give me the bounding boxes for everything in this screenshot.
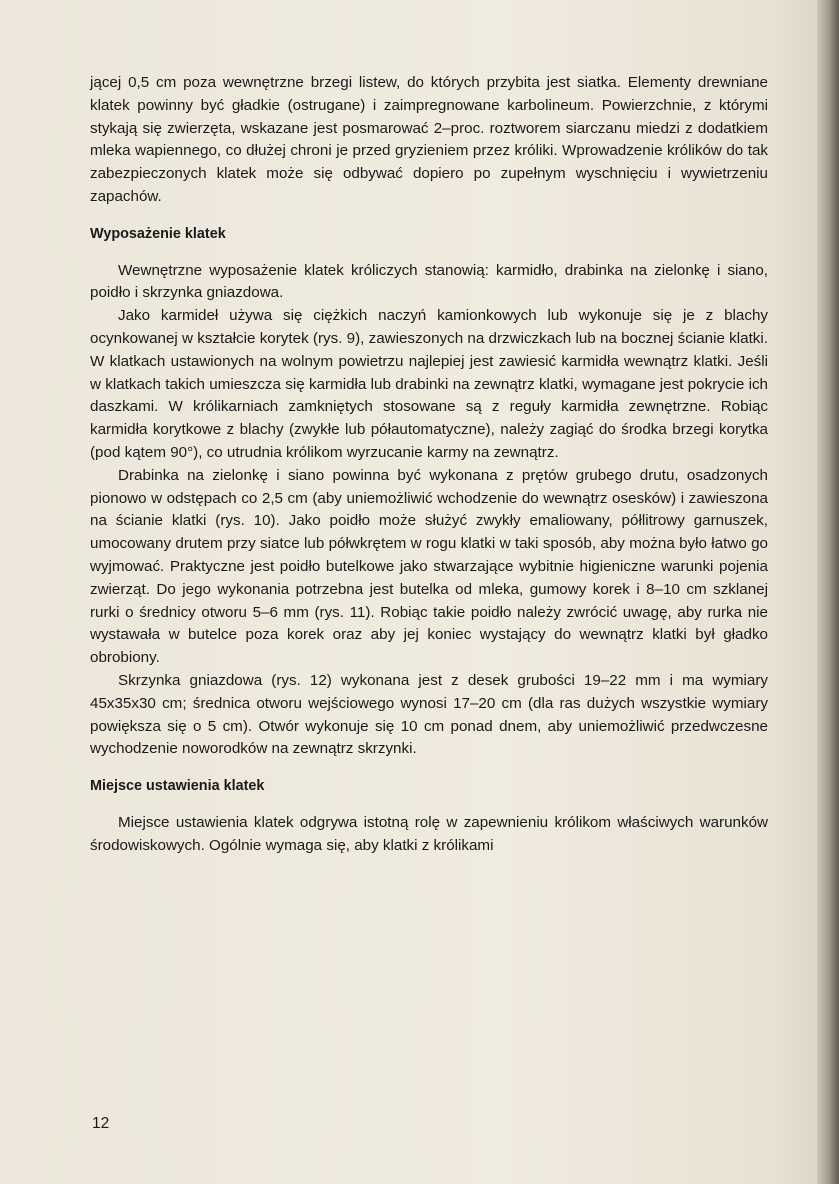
paragraph-hay-rack-and-drinker: Drabinka na zielonkę i siano powinna być wykonana z prętów grubego drutu, osadzonych pionowo w odstępach co 2,5 cm (aby uniemożliwić wchodzenie do wewnątrz osesków) i zawieszona na ścianie klatki (rys. 10). Jako poidło może służyć zwykły emaliowany, półlitrowy garnuszek, umocowany drutem przy siatce lub półwkrętem w rogu klatki w taki sposób, aby można było łatwo go wyjmować. Praktyczne jest poidło butelkowe jako stwarzające wybitnie higieniczne warunki pojenia zwierząt. Do jego wykonania potrzebna jest butelka od mleka, gumowy korek i 8–10 cm szklanej rurki o średnicy otworu 5–6 mm (rys. 11). Robiąc takie poidło należy zwrócić uwagę, aby rurka nie wystawała w butelce poza korek oraz aby jej koniec wystający do wewnątrz klatki był gładko obrobiony.: [90, 466, 768, 667]
page-number: 12: [92, 1115, 110, 1132]
section-heading-cage-equipment: Wyposażenie klatek: [90, 225, 226, 242]
page-binding-edge: [817, 0, 839, 1184]
section-heading-cage-location: Miejsce ustawienia klatek: [90, 778, 265, 795]
paragraph-feeders: Jako karmideł używa się ciężkich naczyń kamionkowych lub wykonuje się je z blachy ocynkowanej w kształcie korytek (rys. 9), zawieszonych na drzwiczkach lub na bocznej ścianie klatki. W klatkach ustawionych na wolnym powietrzu najlepiej jest zawiesić karmidła wewnątrz klatki. Jeśli w klatkach takich umieszcza się karmidła lub drabinki na zewnątrz klatki, wymagane jest pokrycie ich daszkami. W królikarniach zamkniętych stosowane są z reguły karmidła zewnętrzne. Robiąc karmidła korytkowe z blachy (zwykłe lub półautomatyczne), należy zagiąć do środka brzegi korytka (pod kątem 90°), co utrudnia królikom wyrzucanie karmy na zewnątrz.: [90, 307, 768, 461]
paragraph-equipment-intro: Wewnętrzne wyposażenie klatek króliczych stanowią: karmidło, drabinka na zielonkę i siano, poidło i skrzynka gniazdowa.: [90, 261, 768, 302]
page-text: [90, 72, 768, 858]
paragraph-cage-location: Miejsce ustawienia klatek odgrywa istotną rolę w zapewnieniu królikom właściwych warunków środowiskowych. Ogólnie wymaga się, aby klatki z królikami: [90, 813, 768, 854]
paragraph-continuation: jącej 0,5 cm poza wewnętrzne brzegi listew, do których przybita jest siatka. Elementy drewniane klatek powinny być gładkie (ostrugane) i zaimpregnowane karbolineum. Powierzchnie, z którymi stykają się zwierzęta, wskazane jest posmarować 2–proc. roztworem siarczanu miedzi z dodatkiem mleka wapiennego, co dłużej chroni je przed gryzieniem przez króliki. Wprowadzenie królików do tak zabezpieczonych klatek może się odbywać dopiero po zupełnym wyschnięciu i wywietrzeniu zapachów.: [90, 74, 768, 205]
paragraph-nest-box: Skrzynka gniazdowa (rys. 12) wykonana jest z desek grubości 19–22 mm i ma wymiary 45x35x30 cm; średnica otworu wejściowego wynosi 17–20 cm (dla ras dużych wszystkie wymiary powiększa się o 5 cm). Otwór wykonuje się 10 cm ponad dnem, aby uniemożliwić przedwczesne wychodzenie noworodków na zewnątrz skrzynki.: [90, 671, 768, 758]
